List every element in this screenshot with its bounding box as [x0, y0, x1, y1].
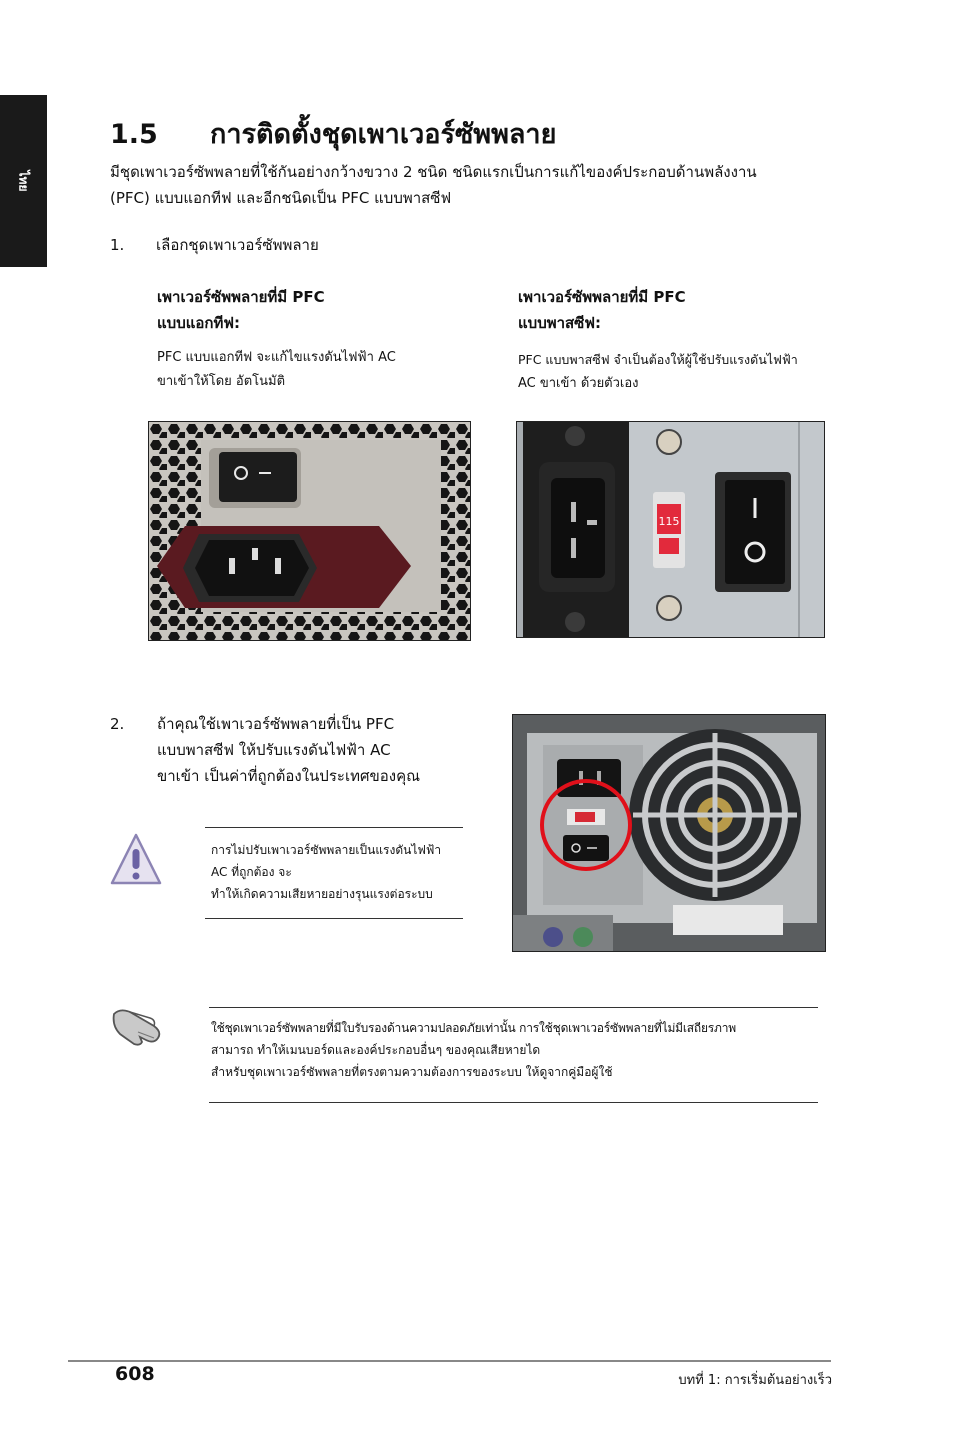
desc-line: AC ขาเข้า ด้วยตัวเอง	[518, 376, 639, 391]
passive-psu-illustration	[517, 422, 824, 637]
note-text	[211, 1017, 821, 1083]
caution-line: การไม่ปรับเพาเวอร์ซัพพลายเป็นแรงดันไฟฟ้า	[211, 843, 442, 857]
desc-line: PFC แบบพาสซีฟ จำเป็นต้องให้ผู้ใช้ปรับแรงดันไฟฟ้า	[518, 352, 798, 367]
section-title: การติดตั้งชุดเพาเวอร์ซัพพลาย	[210, 119, 557, 150]
page-number: 608	[115, 1363, 155, 1385]
desc-line: PFC แบบแอกทีฟ จะแก้ไขแรงดันไฟฟ้า AC	[157, 350, 396, 365]
heading-line: แบบพาสซีฟ:	[518, 314, 601, 332]
note-line: ใช้ชุดเพาเวอร์ซัพพลายที่มีใบรับรองด้านความปลอดภัยเท่านั้น การใช้ชุดเพาเวอร์ซัพพลายที่ไม่มีเสถียรภาพ	[211, 1021, 736, 1035]
step-line: ถ้าคุณใช้เพาเวอร์ซัพพลายที่เป็น PFC	[157, 715, 395, 733]
chapter-label: บทที่ 1: การเริ่มต้นอย่างเร็ว	[678, 1373, 832, 1388]
active-pfc-heading	[157, 284, 457, 336]
step-text: เลือกชุดเพาเวอร์ซัพพลาย	[156, 236, 319, 254]
caution-line: AC ที่ถูกต้อง จะ	[211, 865, 292, 879]
intro-line: (PFC) แบบแอกทีฟ และอีกชนิดเป็น PFC แบบพาสซีฟ	[110, 189, 452, 207]
step-1	[110, 232, 319, 258]
passive-pfc-description	[518, 348, 838, 396]
step-2	[110, 711, 470, 789]
note-hand-icon	[110, 1004, 168, 1048]
voltage-label: 115	[658, 515, 680, 528]
desc-line: ขาเข้าให้โดย อัตโนมัติ	[157, 374, 286, 389]
heading-line: เพาเวอร์ซัพพลายที่มี PFC	[518, 288, 686, 306]
note-top-rule	[209, 1007, 818, 1008]
footer-rule	[68, 1360, 831, 1362]
caution-line: ทำให้เกิดความเสียหายอย่างรุนแรงต่อระบบ	[211, 887, 433, 901]
caution-icon	[110, 833, 162, 887]
section-heading	[110, 112, 556, 155]
note-line: สำหรับชุดเพาเวอร์ซัพพลายที่ตรงตามความต้องการของระบบ ให้ดูจากคู่มือผู้ใช้	[211, 1065, 613, 1079]
active-pfc-psu-photo	[148, 421, 471, 641]
language-label: ไทย	[16, 170, 31, 192]
active-psu-illustration	[149, 422, 470, 640]
heading-line: แบบแอกทีฟ:	[157, 314, 240, 332]
step-number: 2.	[110, 715, 125, 733]
active-pfc-description	[157, 346, 477, 394]
psu-rear-illustration	[513, 715, 825, 951]
passive-pfc-psu-photo	[516, 421, 825, 638]
note-line: สามารถ ทำให้เมนบอร์ดและองค์ประกอบอื่นๆ ของคุณเสียหายได	[211, 1043, 541, 1057]
step-line: แบบพาสซีฟ ให้ปรับแรงดันไฟฟ้า AC	[157, 741, 391, 759]
caution-bottom-rule	[205, 918, 463, 919]
section-number: 1.5	[110, 119, 158, 150]
caution-top-rule	[205, 827, 463, 828]
language-side-tab	[0, 95, 47, 267]
caution-text	[211, 839, 463, 905]
intro-line: มีชุดเพาเวอร์ซัพพลายที่ใช้กันอย่างกว้างขวาง 2 ชนิด ชนิดแรกเป็นการแก้ไของค์ประกอบด้านพลังงาน	[110, 163, 757, 181]
intro-paragraph	[110, 159, 830, 211]
step-line: ขาเข้า เป็นค่าที่ถูกต้องในประเทศของคุณ	[157, 767, 421, 785]
heading-line: เพาเวอร์ซัพพลายที่มี PFC	[157, 288, 325, 306]
step-number: 1.	[110, 236, 125, 254]
note-bottom-rule	[209, 1102, 818, 1103]
passive-pfc-heading	[518, 284, 818, 336]
psu-voltage-switch-photo	[512, 714, 826, 952]
